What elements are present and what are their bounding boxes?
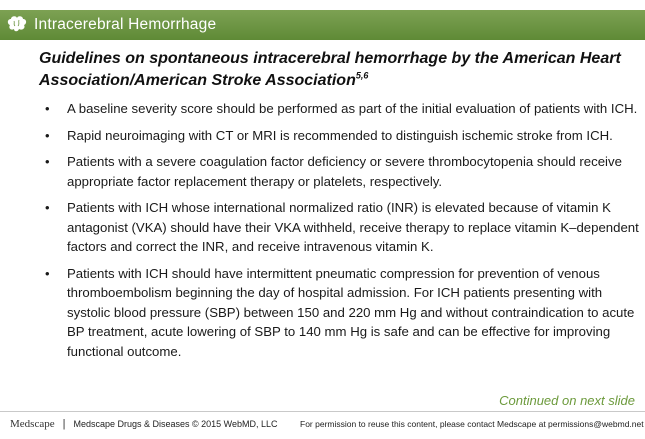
list-item: • Patients with ICH should have intermittent pneumatic compression for prevention of venous thromboembolism beginning the day of hospital admission. For ICH patients presenting with systolic blood pressure (SBP) between 150 and 220 mm Hg and without contraindication to acute BP treatment, acute lowering of SBP to 140 mm Hg is safe and can be effective for improving functional outcome. [40,264,640,362]
slide-subtitle [39,48,629,92]
medscape-logo: Medscape [10,418,55,430]
list-item: • Rapid neuroimaging with CT or MRI is recommended to distinguish ischemic stroke from ICH. [40,126,640,146]
footer-left [10,418,278,430]
header-title: Intracerebral Hemorrhage [34,16,217,33]
header-bar [0,10,645,40]
continued-note: Continued on next slide [499,393,635,408]
subtitle-text: Guidelines on spontaneous intracerebral hemorrhage by the American Heart Association/American Stroke Association [39,50,621,89]
footer-separator: | [62,418,66,430]
list-item: • A baseline severity score should be performed as part of the initial evaluation of patients with ICH. [40,99,640,119]
copyright-text: Medscape Drugs & Diseases © 2015 WebMD, LLC [73,419,278,429]
citation-superscript: 5,6 [355,70,369,81]
list-item: • Patients with a severe coagulation factor deficiency or severe thrombocytopenia should receive appropriate factor replacement therapy or platelets, respectively. [40,152,640,191]
footer-divider [0,411,645,412]
guideline-list [40,99,640,368]
brain-icon [6,15,28,35]
permission-text: For permission to reuse this content, please contact Medscape at permissions@webmd.net [300,419,644,429]
list-item: • Patients with ICH whose international normalized ratio (INR) is elevated because of vitamin K antagonist (VKA) should have their VKA withheld, receive therapy to replace vitamin K–dependent factors and correct the INR, and receive intravenous vitamin K. [40,198,640,257]
